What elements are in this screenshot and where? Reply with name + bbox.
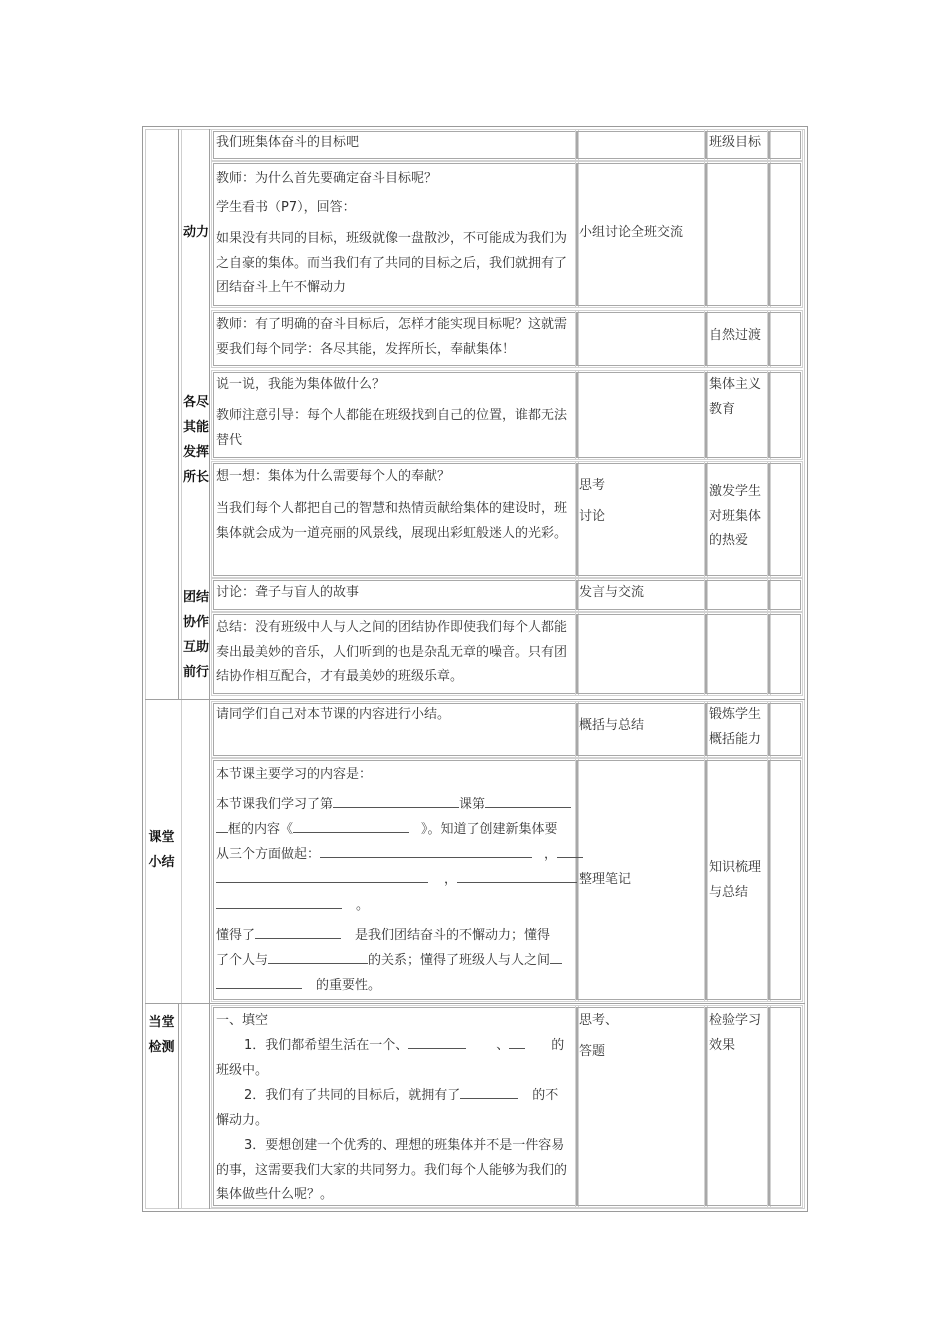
r9-text-p1d-a: 》。知道了创建新集体要: [421, 822, 558, 837]
r5-intent-text: 激发学生对班集体的热爱: [709, 484, 762, 548]
r9-heading: 本节课主要学习的内容是：: [216, 767, 373, 782]
r9-text-p2c: 的关系；懂得了班级人与人之间: [368, 953, 551, 968]
r10-q2-line1: [216, 1084, 558, 1108]
r10-q1-line2: 班级中。: [216, 1063, 269, 1078]
r1-content-text: 我们班集体奋斗的目标吧: [216, 135, 360, 150]
cell-r7-extra: [769, 614, 801, 694]
cell-r7-method: [577, 614, 706, 694]
r10-q3-paragraph: 3．要想创建一个优秀的、理想的班集体并不是一件容易的事，这需要我们大家的共同努力。我们每个人能够为我们的集体做些什么呢？。: [216, 1138, 568, 1202]
r5-method-line2: 讨论: [579, 509, 606, 524]
cell-r9-extra: [769, 760, 801, 1000]
cell-r1-method: [577, 131, 706, 159]
r6-method-text: 发言与交流: [579, 585, 645, 600]
cell-r2-extra: [769, 163, 801, 306]
section-label-tuanjie: 团结协作互助前行: [182, 590, 209, 680]
r10-method-line1: 思考、: [579, 1013, 619, 1028]
r9-text-p1b: 课第: [459, 797, 486, 812]
cell-r7-intent: [706, 614, 769, 694]
blank-interpersonal-cont: [216, 974, 302, 989]
r8-method-text: 概括与总结: [579, 718, 645, 733]
cell-r8-extra: [769, 703, 801, 756]
r9-period: 。: [356, 898, 370, 913]
r4-content-line1: 说一说，我能为集体做什么？: [216, 377, 386, 392]
r10-q2a: 2．我们有了共同的目标后，就拥有了: [244, 1088, 461, 1103]
blank-q1-2: [509, 1034, 525, 1049]
r9-text-p2b-b: 了个人与: [216, 953, 269, 968]
blank-frame-number: [485, 793, 571, 808]
cell-r3-method: [577, 312, 706, 366]
blank-q1-1: [408, 1034, 466, 1049]
section-label-dongli: 动力: [182, 225, 209, 240]
r2-method-text: 小组讨论全班交流: [579, 225, 684, 240]
r9-text-p1a: 本节课我们学习了第: [216, 797, 334, 812]
cell-r3-extra: [769, 312, 801, 366]
r10-q1c-a: 的: [551, 1038, 565, 1053]
r9-line1: [216, 793, 571, 817]
blank-aspect-3-cont: [216, 894, 342, 909]
cell-r1-extra: [769, 131, 801, 159]
blank-aspect-2-start: [557, 843, 583, 858]
r9-line4: [216, 868, 577, 892]
r9-text-p2d: 的重要性。: [316, 978, 382, 993]
r5-content-paragraph: 当我们每个人都把自己的智慧和热情贡献给集体的建设时，班集体就会成为一道亮丽的风景线，展现出彩虹般迷人的光彩。: [216, 501, 568, 541]
r9-intent-text: 知识梳理与总结: [709, 860, 762, 900]
r9-comma-1: ，: [544, 847, 558, 862]
r10-method-line2: 答题: [579, 1044, 606, 1059]
blank-aspect-2: [216, 868, 428, 883]
blank-motivation: [255, 924, 341, 939]
cell-r4-method: [577, 372, 706, 458]
r10-q2-line2: 懈动力。: [216, 1113, 269, 1128]
blank-aspect-1: [320, 843, 532, 858]
r1-intent-text: 班级目标: [709, 135, 762, 150]
r9-line6: [216, 924, 550, 948]
cell-r5-extra: [769, 463, 801, 576]
r9-text-p2a: 懂得了: [216, 928, 256, 943]
r9-text-p1c: 框的内容《: [228, 822, 294, 837]
cell-r4-extra: [769, 372, 801, 458]
r3-content-paragraph: 教师：有了明确的奋斗目标后，怎样才能实现目标呢？这就需要我们每个同学：各尽其能，发挥所长，奉献集体！: [216, 317, 568, 357]
cell-r2-intent: [706, 163, 769, 306]
row-line-a: [145, 699, 805, 700]
r9-text-p1d-b: 从三个方面做起：: [216, 847, 321, 862]
r8-content-text: 请同学们自己对本节课的内容进行小结。: [216, 707, 451, 722]
r3-intent-text: 自然过渡: [709, 328, 762, 343]
r2-content-paragraph: 如果没有共同的目标，班级就像一盘散沙，不可能成为我们为之自豪的集体。而当我们有了共同的目标之后，我们就拥有了团结奋斗上午不懈动力: [216, 231, 568, 295]
blank-aspect-3: [457, 868, 577, 883]
col-line-a: [178, 129, 179, 699]
row-line-b: [145, 1003, 805, 1004]
cell-r10-method: [577, 1007, 706, 1206]
section-label-dangtang-jiance: 当堂检测: [148, 1015, 175, 1055]
section-label-ketang-xiaojie: 课堂小结: [148, 830, 175, 870]
r9-method-text: 整理笔记: [579, 872, 632, 887]
r10-heading: 一、填空: [216, 1013, 269, 1028]
blank-frame-number-cont: [216, 818, 228, 833]
r6-content-text: 讨论：聋子与盲人的故事: [216, 585, 360, 600]
cell-r6-intent: [706, 580, 769, 610]
r7-content-paragraph: 总结：没有班级中人与人之间的团结协作即使我们每个人都能奏出最美妙的音乐，人们听到的也是杂乱无章的噪音。只有团结协作相互配合，才有最美妙的班级乐章。: [216, 620, 568, 684]
r9-line8: [216, 974, 381, 998]
blank-lesson-number: [333, 793, 459, 808]
col-line-d: [178, 1003, 179, 1209]
r10-q1b: 、: [496, 1038, 510, 1053]
r10-q2b-a: 的不: [532, 1088, 559, 1103]
r2-content-line1: 教师：为什么首先要确定奋斗目标呢？: [216, 171, 438, 186]
r9-comma-2: ，: [444, 872, 458, 887]
r9-line7: [216, 949, 562, 973]
blank-individual-relation: [268, 949, 368, 964]
r10-q1-line1: [216, 1034, 564, 1058]
r9-line2: [216, 818, 558, 842]
r2-content-line2: 学生看书（P7），回答：: [216, 200, 356, 215]
r5-method-line1: 思考: [579, 478, 606, 493]
cell-r6-extra: [769, 580, 801, 610]
r4-intent-text: 集体主义教育: [709, 377, 762, 417]
blank-q2: [460, 1084, 518, 1099]
r10-intent-text: 检验学习效果: [709, 1013, 762, 1053]
cell-r10-extra: [769, 1007, 801, 1206]
r4-content-paragraph: 教师注意引导：每个人都能在班级找到自己的位置，谁都无法替代: [216, 408, 568, 448]
r5-content-line1: 想一想：集体为什么需要每个人的奉献？: [216, 469, 451, 484]
r8-intent-text: 锻炼学生概括能力: [709, 707, 762, 747]
r10-q1a: 1．我们都希望生活在一个、: [244, 1038, 409, 1053]
blank-interpersonal: [550, 949, 562, 964]
section-label-gejin: 各尽其能发挥所长: [182, 395, 209, 485]
blank-lesson-title: [293, 818, 409, 833]
r9-line3: [216, 843, 583, 867]
r9-line5: [216, 894, 369, 918]
r9-text-p2b-a: 是我们团结奋斗的不懈动力；懂得: [355, 928, 551, 943]
